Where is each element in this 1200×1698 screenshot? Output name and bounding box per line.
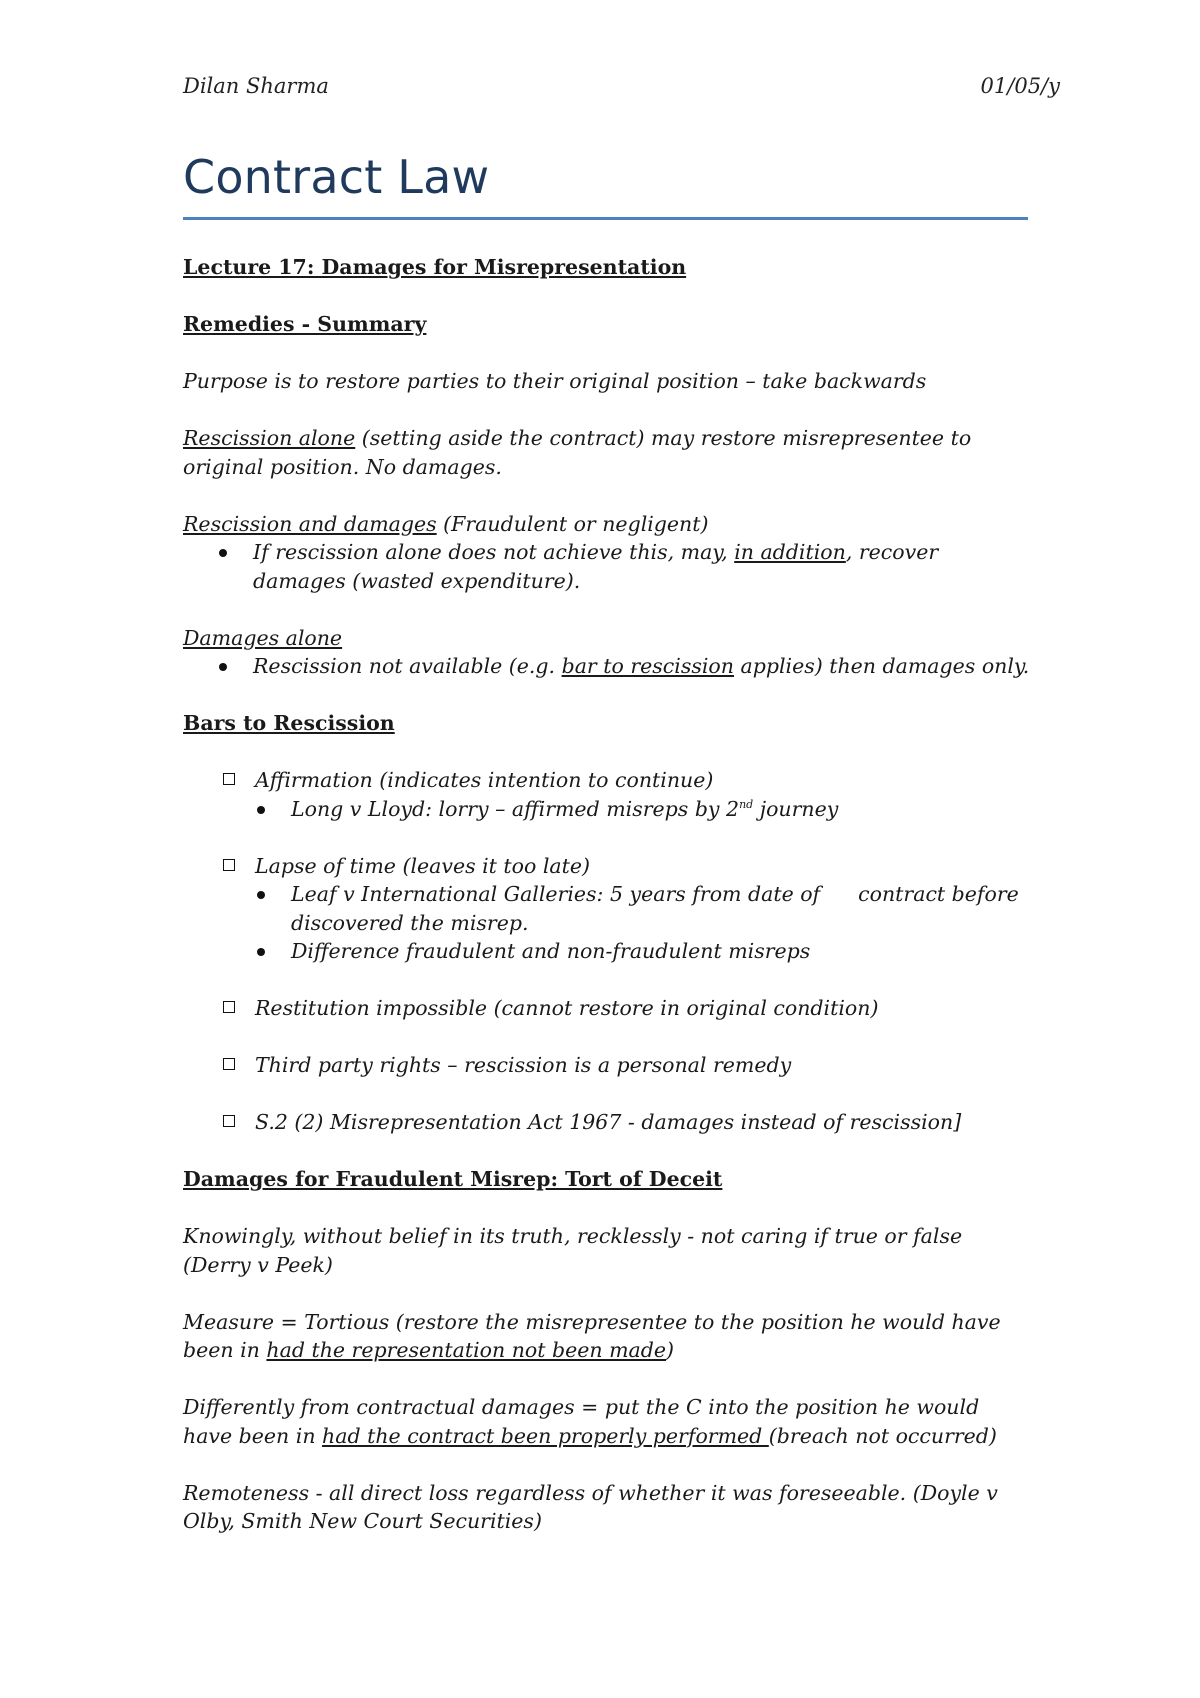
header-date: 01/05/y (980, 74, 1060, 98)
bar-statute-item: S.2 (2) Misrepresentation Act 1967 - damages instead of rescission] (183, 1108, 1033, 1137)
affirmation-cases-list (183, 795, 1033, 824)
bar-affirmation-group (183, 766, 1033, 823)
bar-lapse-group (183, 852, 1033, 966)
rescission-damages-text: (Fraudulent or negligent) (436, 511, 709, 536)
knowingly-paragraph: Knowingly, without belief in its truth, recklessly - not caring if true or false (Derry v Peek) (183, 1224, 963, 1277)
bar-lapse-item: Lapse of time (leaves it too late) (183, 852, 1033, 881)
title-underline-rule (183, 217, 1028, 220)
purpose-paragraph: Purpose is to restore parties to their original position – take backwards (183, 369, 927, 393)
list-item: Difference fraudulent and non-fraudulent misreps (291, 937, 1033, 966)
bars-heading: Bars to Rescission (183, 711, 395, 735)
bar-restitution-item: Restitution impossible (cannot restore in original condition) (183, 994, 1033, 1023)
list-item: If rescission alone does not achieve this, may, in addition, recover damages (wasted expenditure). (253, 538, 1033, 595)
checkbox-icon (223, 1115, 235, 1127)
checkbox-icon (223, 773, 235, 785)
checkbox-icon (223, 859, 235, 871)
bar-affirmation-item: Affirmation (indicates intention to continue) (183, 766, 1033, 795)
rescission-damages-list (183, 538, 1033, 595)
damages-alone-list (183, 652, 1033, 681)
fraud-heading: Damages for Fraudulent Misrep: Tort of Deceit (183, 1167, 723, 1191)
bar-third-party-item: Third party rights – rescission is a personal remedy (183, 1051, 1033, 1080)
damages-alone-paragraph (183, 624, 1033, 653)
checkbox-icon (223, 1001, 235, 1013)
difference-paragraph: Differently from contractual damages = put the C into the position he would have been in had the contract been properly performed (breach not occurred) (183, 1395, 997, 1448)
measure-paragraph: Measure = Tortious (restore the misrepresentee to the position he would have been in had the representation not been made) (183, 1309, 1001, 1362)
header-author: Dilan Sharma (183, 74, 329, 98)
rescission-damages-paragraph (183, 510, 1033, 539)
list-item: Leaf v International Galleries: 5 years from date of contract before discovered the misrep. (291, 880, 1033, 937)
damages-alone-label: Damages alone (183, 625, 343, 650)
rescission-alone-paragraph (183, 424, 1033, 481)
list-item: Long v Lloyd: lorry – affirmed misreps by 2nd journey (291, 795, 1033, 824)
list-item: Rescission not available (e.g. bar to rescission applies) then damages only. (253, 652, 1033, 681)
remoteness-paragraph: Remoteness - all direct loss regardless of whether it was foreseeable. (Doyle v Olby, Smith New Court Securities) (183, 1480, 998, 1533)
checkbox-icon (223, 1058, 235, 1070)
document-title: Contract Law (183, 150, 490, 204)
rescission-alone-label: Rescission alone (183, 426, 356, 450)
rescission-alone-text: (setting aside the contract) may restore misrepresentee to original position. No damages. (183, 426, 972, 479)
lapse-cases-list (183, 880, 1033, 966)
remedies-heading: Remedies - Summary (183, 312, 427, 336)
rescission-damages-label: Rescission and damages (183, 511, 437, 536)
lecture-heading: Lecture 17: Damages for Misrepresentation (183, 255, 687, 279)
document-body (183, 253, 1033, 1564)
